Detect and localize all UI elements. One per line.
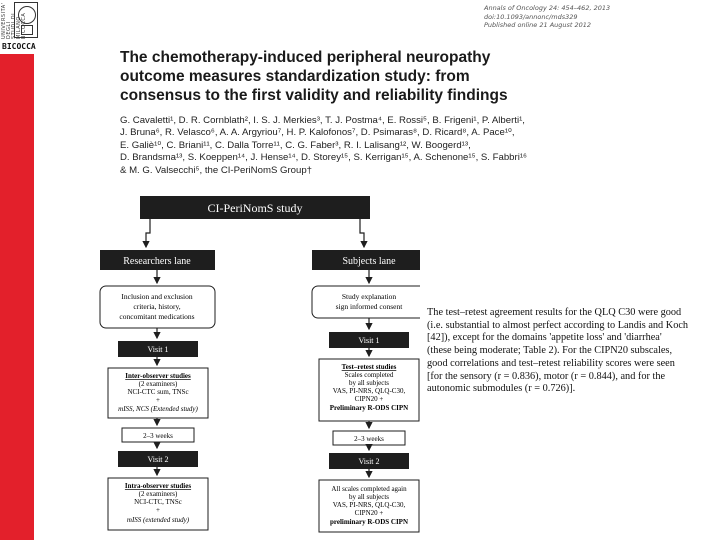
right-studies1-text: VAS, PI-NRS, QLQ-C30,: [332, 387, 406, 395]
researchers-lane-label: Researchers lane: [123, 256, 191, 267]
journal-line: Annals of Oncology 24: 454–462, 2013: [484, 4, 611, 12]
left-studies1-text: NCI-CTC sum, TNSc: [127, 388, 189, 396]
right-studies2-text: preliminary R-ODS CIPN: [329, 518, 409, 526]
author-line: J. Bruna⁶, R. Velasco⁶, A. A. Argyriou⁷, H. P. Kalofonos⁷, D. Psimaras⁸, D. Ricard⁸, A. Pace¹⁰,: [120, 127, 515, 139]
subjects-lane-label: Subjects lane: [342, 256, 396, 267]
author-line: G. Cavaletti¹, D. R. Cornblath², I. S. J. Merkies³, T. J. Postma⁴, E. Rossi⁵, B. Frigeni¹, P. Alberti¹,: [120, 115, 525, 126]
logo-vertical-text: UNIVERSITA' DEGLI STUDI DI MILANO BICOCCA: [1, 2, 27, 39]
flowchart-top-label: CI-PeriNomS study: [207, 201, 303, 215]
left-studies2-text: mISS (extended study): [126, 516, 190, 524]
left-studies2-text: (2 examiners): [138, 490, 178, 498]
body-paragraph: [427, 307, 707, 396]
right-studies1-text: CIPN20 +: [354, 395, 384, 403]
left-visit1-label: Visit 1: [147, 345, 169, 354]
right-studies1-text: Test–retest studies: [341, 363, 397, 371]
title-line: consensus to the first validity and reliability findings: [120, 87, 508, 104]
right-studies2-text: VAS, PI-NRS, QLQ-C30,: [332, 501, 406, 509]
left-studies1-text: +: [156, 396, 160, 404]
body-line: [for the sensory (r = 0.836), motor (r = 0.844), and for the: [427, 370, 666, 382]
logo-wordmark: BICOCCA: [2, 42, 36, 51]
author-list: [120, 115, 600, 177]
journal-doi: doi:10.1093/annonc/mds329: [484, 12, 578, 21]
right-studies2-text: All scales completed again: [331, 485, 407, 493]
left-studies1-text: (2 examiners): [138, 380, 178, 388]
logo-emblem-icon: [14, 2, 38, 38]
right-studies1-text: by all subjects: [348, 379, 390, 387]
right-visit2-label: Visit 2: [358, 457, 380, 466]
left-intro-text: Inclusion and exclusion: [121, 292, 193, 301]
body-line: The test–retest agreement results for the QLQ C30 were good: [427, 307, 682, 318]
author-line: E. Galiè¹⁰, C. Briani¹¹, C. Dalla Torre¹¹, C. G. Faber³, R. I. Lalisang¹², W. Boogerd¹³,: [120, 139, 471, 151]
connector-arrow: [146, 219, 150, 247]
body-line: (i.e. substantial to almost perfect according to Landis and Koch: [427, 319, 689, 331]
left-intro-text: concomitant medications: [119, 312, 195, 321]
right-studies2-text: CIPN20 +: [354, 509, 384, 517]
flowchart-figure: [90, 195, 420, 540]
left-visit2-label: Visit 2: [147, 455, 169, 464]
left-red-sidebar: [0, 0, 34, 540]
body-line: [42]), except for the domains 'appetite loss' and 'diarrhea': [427, 332, 662, 344]
left-studies1-text: Inter-observer studies: [125, 372, 191, 380]
right-studies1-text: Scales completed: [344, 371, 394, 379]
left-interval-label: 2–3 weeks: [143, 432, 173, 440]
right-intro-text: sign informed consent: [335, 302, 403, 311]
left-studies1-text: mISS, NCS (Extended study): [118, 405, 198, 413]
left-studies2-text: +: [156, 506, 160, 514]
body-line: autonomic submodules (r = 0.726)].: [427, 383, 576, 395]
author-line: & M. G. Valsecchi⁵, the CI-PeriNomS Group†: [120, 164, 313, 176]
journal-citation: [484, 4, 714, 30]
left-studies2-text: Intra-observer studies: [124, 482, 192, 490]
right-studies1-text: Preliminary R-ODS CIPN: [329, 404, 409, 412]
right-interval-label: 2–3 weeks: [354, 435, 384, 443]
right-studies2-text: by all subjects: [348, 493, 390, 501]
body-line: (these being moderate; Table 2). For the CIPN20 subscales,: [427, 345, 673, 357]
right-visit1-label: Visit 1: [358, 336, 380, 345]
journal-published: Published online 21 August 2012: [484, 21, 592, 29]
right-intro-text: Study explanation: [341, 292, 397, 301]
author-line: D. Brandsma¹³, S. Koeppen¹⁴, J. Hense¹⁴, D. Storey¹⁵, S. Kerrigan¹⁵, A. Schenone¹⁵, S. Fabbri¹⁶: [120, 152, 527, 164]
title-line: The chemotherapy-induced peripheral neuropathy: [120, 49, 491, 66]
body-line: good correlations and test–retest reliability scores were seen: [427, 357, 675, 369]
connector-arrow: [360, 219, 364, 247]
left-intro-text: criteria, history,: [133, 302, 181, 311]
university-logo: [0, 0, 40, 54]
article-title: [120, 48, 600, 105]
left-studies2-text: NCI-CTC, TNSc: [134, 498, 182, 506]
title-line: outcome measures standardization study: from: [120, 68, 470, 85]
